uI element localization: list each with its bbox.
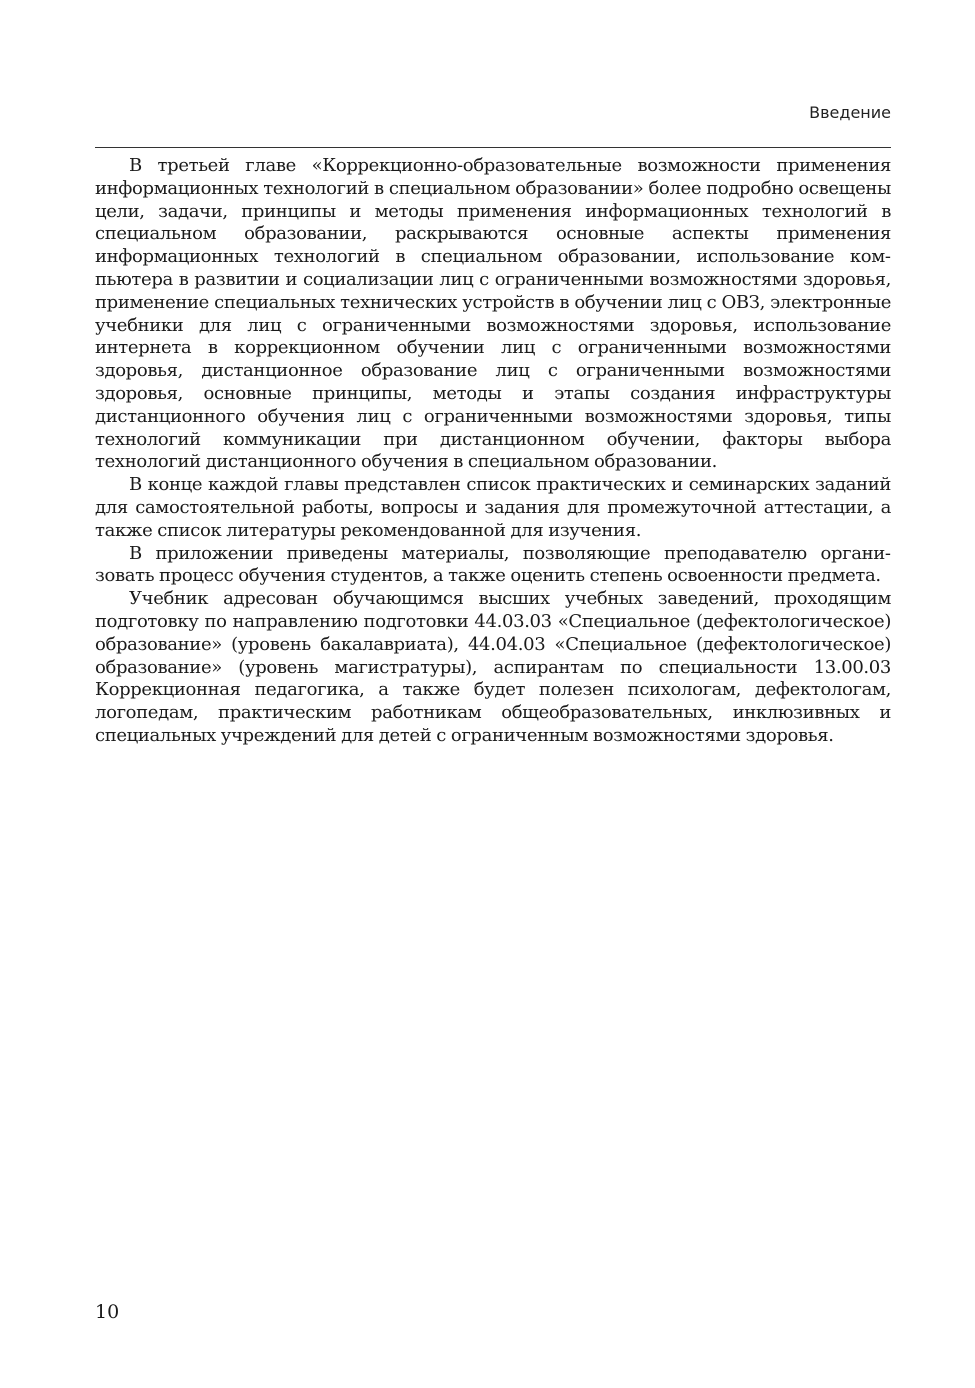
body-text (95, 155, 891, 748)
running-header: Введение (809, 103, 891, 122)
paragraph: В конце каждой главы представлен список практических и семинарских заданий для самостоятельной работы, вопросы и задания для промежуточной аттестации, а также список литературы рекомендованной для изучения. (95, 474, 891, 541)
paragraph: В приложении приведены материалы, позволяющие преподавателю организовать процесс обучения студентов, а также оценить степень освоенности предмета. (95, 542, 891, 587)
header-divider (95, 147, 891, 148)
paragraph: В третьей главе «Коррекционно-образовательные возможности применения информационных технологий в специальном образовании» более подробно освещены цели, задачи, принципы и методы применения информационных технологий в специальном образовании, раскрываются основные аспекты применения информационных технологий в специальном образовании, использование компьютера в развитии и социализации лиц с ограниченными возможностями здоровья, применение специальных технических устройств в обучении лиц с ОВЗ, электронные учебники для лиц с ограниченными возможностями здоровья, использование интернета в коррекционном обучении лиц с ограниченными возможностями здоровья, дистанционное образование лиц с ограниченными возможностями здоровья, основные принципы, методы и этапы создания инфраструктуры дистанционного обучения лиц с ограниченными возможностями здоровья, типы технологий коммуникации при дистанционном обучении, факторы выбора технологий дистанционного обучения в специальном образовании. (95, 155, 891, 473)
page-number: 10 (95, 1301, 120, 1323)
paragraph: Учебник адресован обучающимся высших учебных заведений, проходящим подготовку по направлению подготовки 44.03.03 «Специальное (дефектологическое) образование» (уровень бакалавриата), 44.04.03 «Специальное (дефектологическое) образование» (уровень магистратуры), аспирантам по специальности 13.00.03 Коррекционная педагогика, а также будет полезен психологам, дефектологам, логопедам, практическим работникам общеобразовательных, инклюзивных и специальных учреждений для детей с ограниченным возможностями здоровья. (95, 588, 891, 746)
